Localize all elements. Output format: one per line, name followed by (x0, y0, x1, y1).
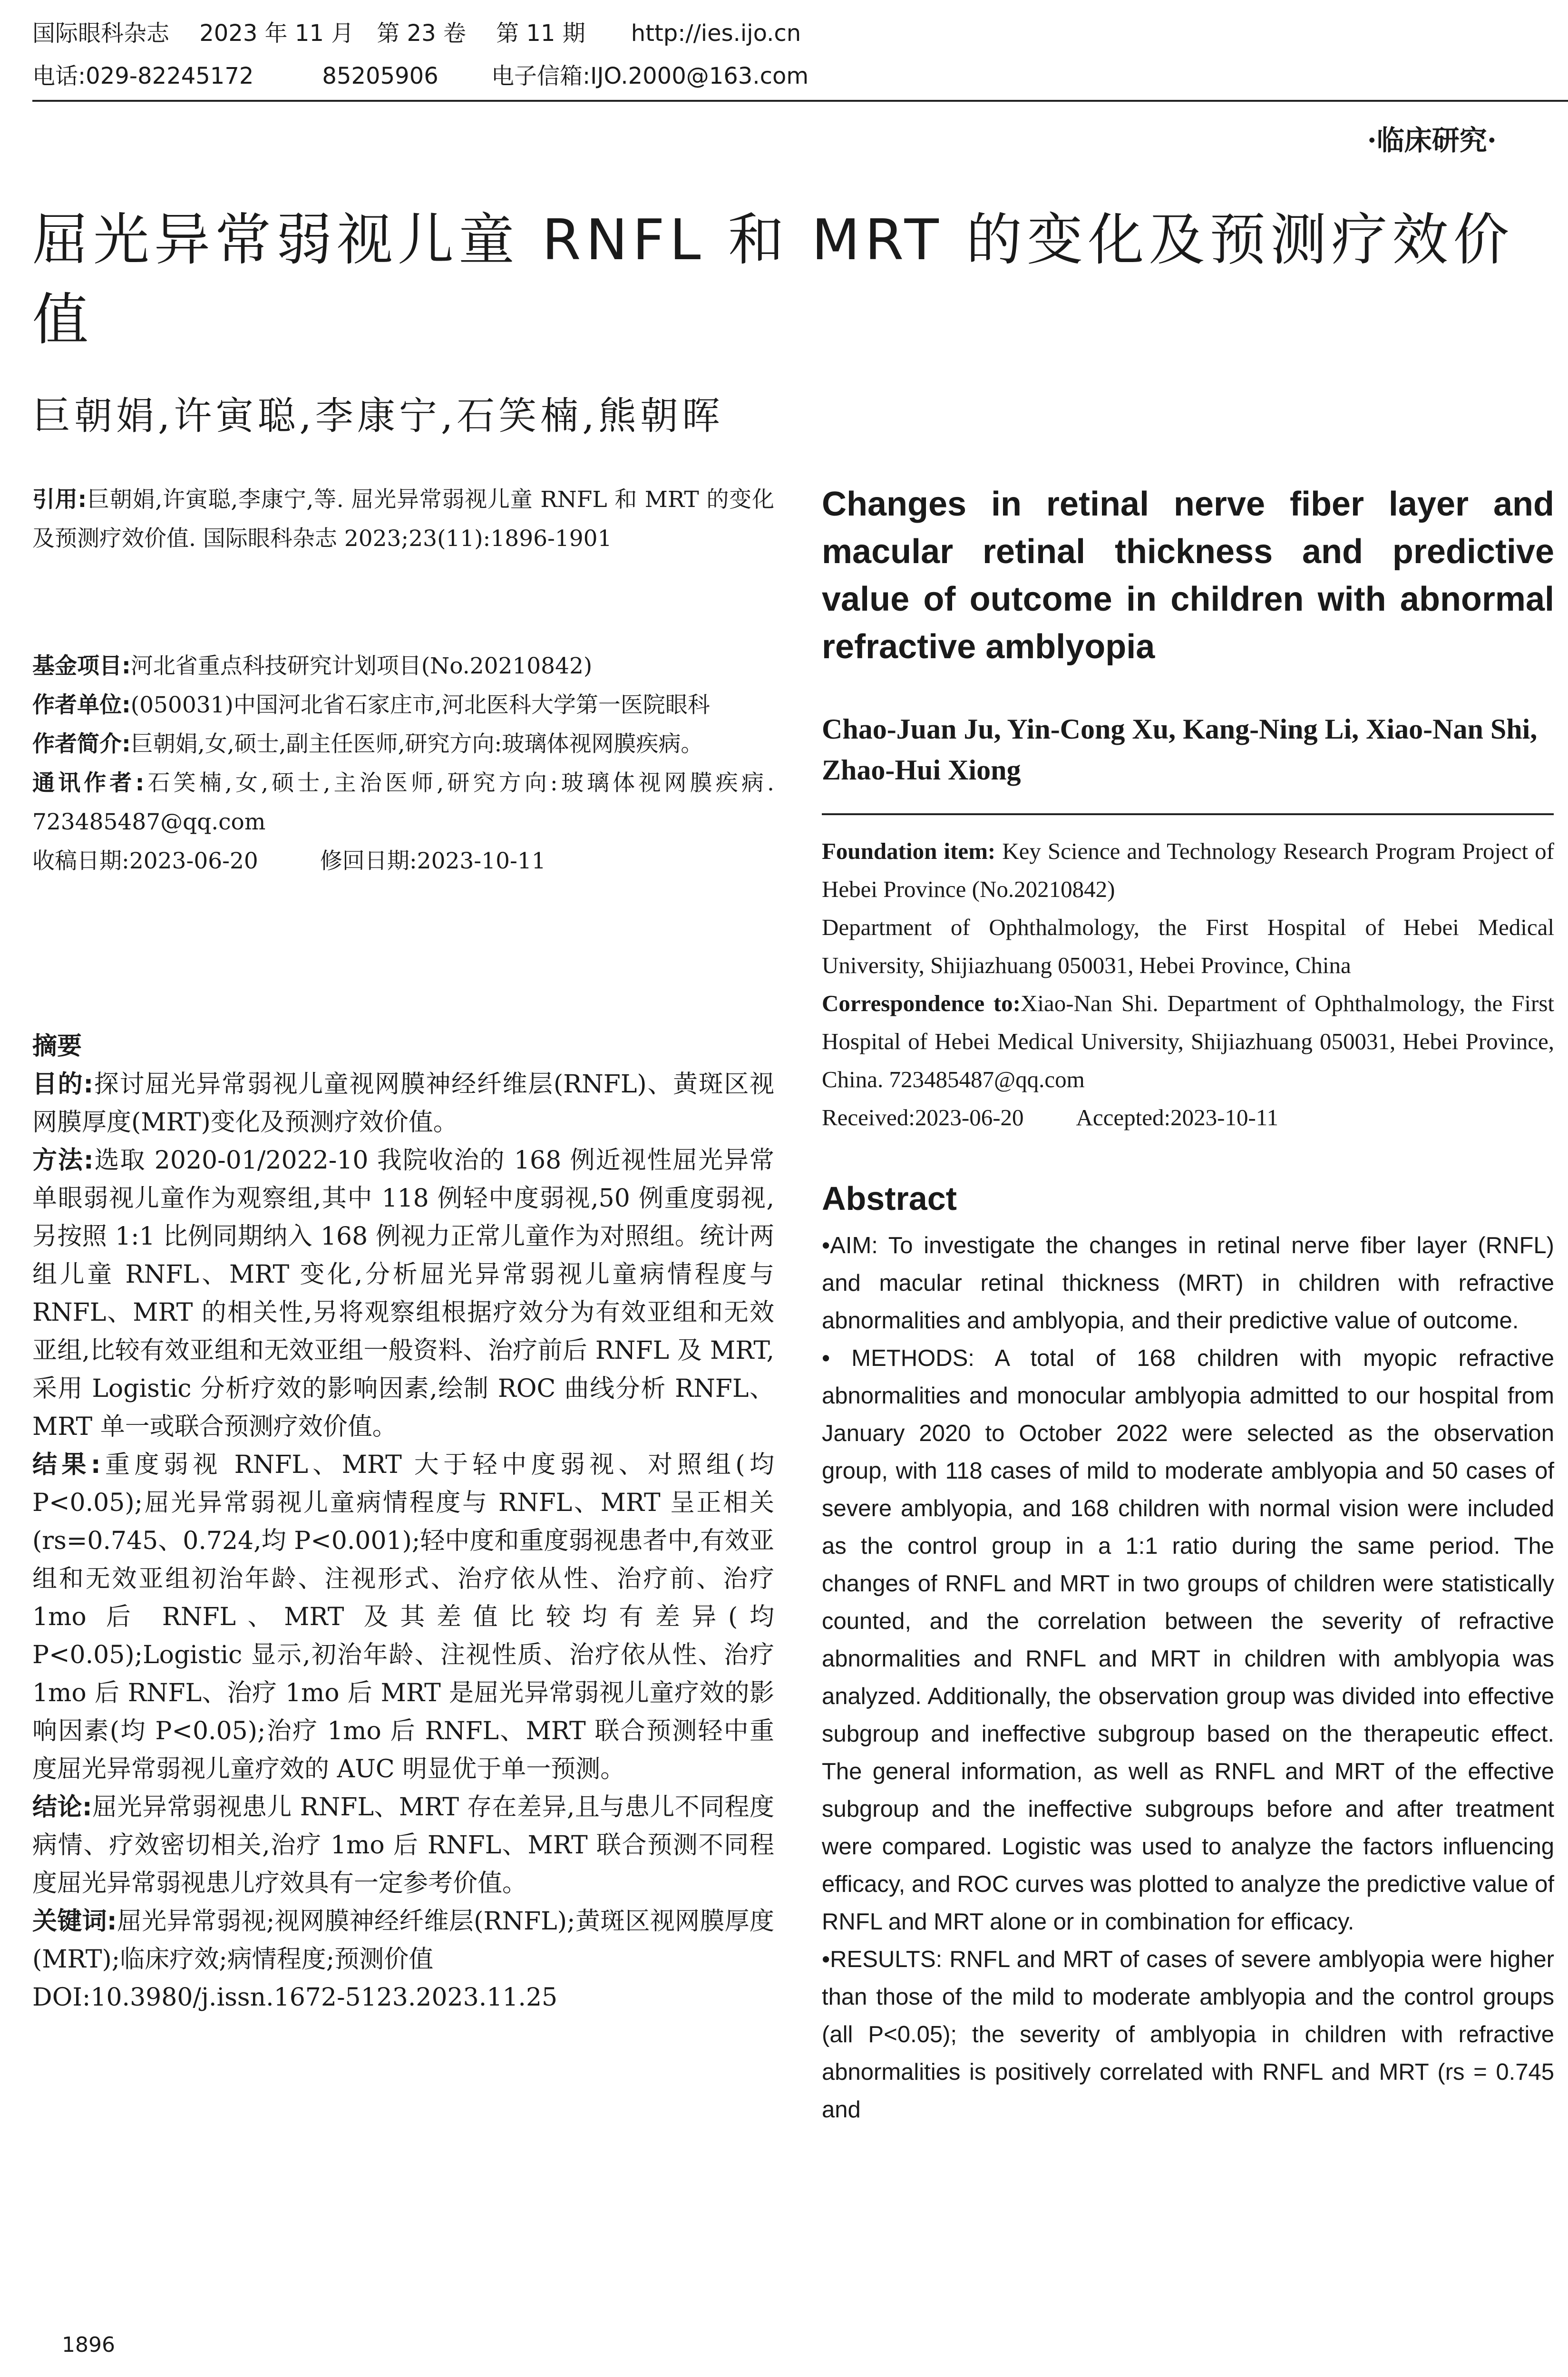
abstract-cn-conclusion: 结论:屈光异常弱视患儿 RNFL、MRT 存在差异,且与患儿不同程度病情、疗效密切相关,治疗 1mo 后 RNFL、MRT 联合预测不同程度屈光异常弱视患儿疗效具有一定参考价值。 (32, 1793, 774, 1898)
english-meta-divider (822, 813, 1554, 815)
abstract-cn-methods: 方法:选取 2020-01/2022-10 我院收治的 168 例近视性屈光异常单眼弱视儿童作为观察组,其中 118 例轻中度弱视,50 例重度弱视,另按照 1:1 比例同期纳入 168 例视力正常儿童作为对照组。统计两组儿童 RNFL、MRT 变化,分析屈光异常弱视儿童病情程度与 RNFL、MRT 的相关性,另将观察组根据疗效分为有效亚组和无效亚组,比较有效亚组和无效亚组一般资料、治疗前后 RNFL 及 MRT,采用 Logistic 分析疗效的影响因素,绘制 ROC 曲线分析 RNFL、MRT 单一或联合预测疗效价值。 (32, 1146, 774, 1441)
section-tag: ·临床研究· (1367, 124, 1497, 156)
meta-author-bio: 作者简介:巨朝娟,女,硕士,副主任医师,研究方向:玻璃体视网膜疾病。 (32, 731, 703, 757)
abstract-cn-aim: 目的:探讨屈光异常弱视儿童视网膜神经纤维层(RNFL)、黄斑区视网膜厚度(MRT)变化及预测疗效价值。 (32, 1070, 775, 1137)
english-foundation: Foundation item: Key Science and Technology Research Program Project of Hebei Province (No.20210842) (822, 838, 1554, 902)
english-authors: Chao-Juan Ju, Yin-Cong Xu, Kang-Ning Li, Xiao-Nan Shi, Zhao-Hui Xiong (822, 713, 1538, 786)
citation-block (32, 480, 774, 558)
doi: DOI:10.3980/j.issn.1672-5123.2023.11.25 (32, 1983, 558, 2012)
citation-text: 巨朝娟,许寅聪,李康宁,等. 屈光异常弱视儿童 RNFL 和 MRT 的变化及预测疗效价值. 国际眼科杂志 2023;23(11):1896-1901 (32, 487, 775, 552)
article-title: 屈光异常弱视儿童 RNFL 和 MRT 的变化及预测疗效价值 (32, 207, 1514, 352)
journal-header-line1: 国际眼科杂志 2023 年 11 月 第 23 卷 第 11 期 http://ies.ijo.cn (32, 20, 801, 47)
abstract-cn-keywords: 关键词:屈光异常弱视;视网膜神经纤维层(RNFL);黄斑区视网膜厚度(MRT);临床疗效;病情程度;预测价值 (32, 1907, 774, 1974)
abstract-cn-heading: 摘要 (32, 1032, 82, 1061)
english-methods: • METHODS: A total of 168 children with myopic refractive abnormalities and monocular amblyopia admitted to our hospital from January 2020 to October 2022 were selected as the observation group, with 118 cases of mild to moderate amblyopia and 50 cases of severe amblyopia, and 168 children with normal vision were included as the control group in a 1:1 ratio during the same period. The changes of RNFL and MRT in two groups of children were statistically counted, and the correlation between the severity of refractive abnormalities and RNFL and MRT in children with amblyopia was analyzed. Additionally, the observation group was divided into effective subgroup and ineffective subgroup based on the therapeutic effect. The general information, as well as RNFL and MRT of the effective subgroup and the ineffective subgroups before and after treatment were compared. Logistic was used to analyze the factors influencing efficacy, and ROC curves was plotted to analyze the predictive value of RNFL and MRT alone or in combination for efficacy. (822, 1345, 1554, 1935)
english-aim: •AIM: To investigate the changes in retinal nerve fiber layer (RNFL) and macular retinal thickness (MRT) in children with refractive abnormalities and amblyopia, and their predictive value of outcome. (822, 1233, 1554, 1334)
meta-dates: 收稿日期:2023-06-20 修回日期:2023-10-11 (32, 848, 546, 874)
english-title: Changes in retinal nerve fiber layer and macular retinal thickness and predictive value of outcome in children with abnormal refractive amblyopia (822, 485, 1554, 666)
abstract-cn-results: 结果:重度弱视 RNFL、MRT 大于轻中度弱视、对照组(均 P<0.05);屈光异常弱视儿童病情程度与 RNFL、MRT 呈正相关(rs=0.745、0.724,均 P<0.001);轻中度和重度弱视患者中,有效亚组和无效亚组初治年龄、注视形式、治疗依从性、治疗前、治疗 1mo 后 RNFL、MRT 及其差值比较均有差异(均 P<0.05);Logistic 显示,初治年龄、注视性质、治疗依从性、治疗 1mo 后 RNFL、治疗 1mo 后 MRT 是屈光异常弱视儿童疗效的影响因素(均 P<0.05);治疗 1mo 后 RNFL、MRT 联合预测轻中重度屈光异常弱视儿童疗效的 AUC 明显优于单一预测。 (32, 1451, 775, 1783)
english-abstract (822, 1227, 1554, 2129)
english-correspondence: Correspondence to:Xiao-Nan Shi. Department of Ophthalmology, the First Hospital of Hebei Medical University, Shijiazhuang 050031, Hebei Province, China. 723485487@qq.com (822, 990, 1555, 1092)
citation-label: 引用: (32, 487, 87, 513)
english-department: Department of Ophthalmology, the First Hospital of Hebei Medical University, Shijiazhuang 050031, Hebei Province, China (822, 914, 1554, 978)
english-dates: Received:2023-06-20 Accepted:2023-10-11 (822, 1104, 1278, 1130)
journal-header-line2: 电话:029-82245172 85205906 电子信箱:IJO.2000@163.com (32, 63, 809, 89)
authors-cn: 巨朝娟,许寅聪,李康宁,石笑楠,熊朝晖 (32, 394, 724, 438)
meta-affiliation: 作者单位:(050031)中国河北省石家庄市,河北医科大学第一医院眼科 (32, 692, 710, 718)
meta-cn-block (32, 647, 774, 881)
abstract-cn (32, 1027, 774, 2017)
english-results: •RESULTS: RNFL and MRT of cases of severe amblyopia were higher than those of the mild to moderate amblyopia and the control groups (all P<0.05); the severity of amblyopia in children with refractive abnormalities is positively correlated with RNFL and MRT (rs = 0.745 and (822, 1947, 1554, 2123)
meta-correspondence: 通讯作者:石笑楠,女,硕士,主治医师,研究方向:玻璃体视网膜疾病. 723485487@qq.com (32, 770, 774, 835)
english-abstract-title: Abstract (822, 1180, 957, 1217)
header-divider (32, 100, 1568, 102)
english-meta (822, 832, 1554, 1137)
page-number: 1896 (62, 2333, 115, 2357)
meta-funding: 基金项目:河北省重点科技研究计划项目(No.20210842) (32, 653, 593, 679)
